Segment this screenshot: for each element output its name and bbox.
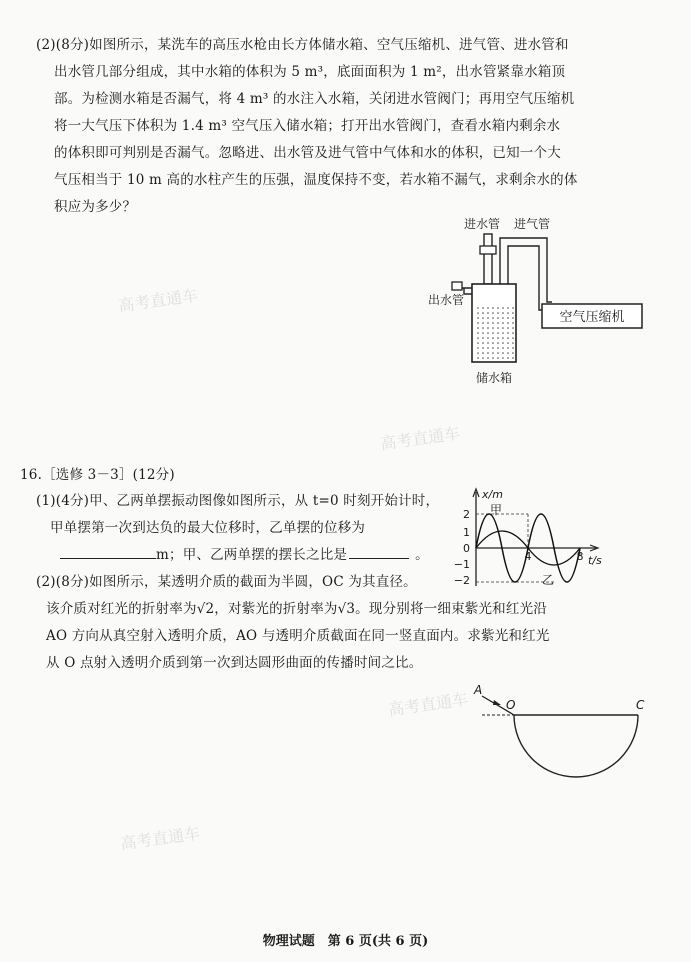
water-dot [492, 357, 494, 359]
water-dot [507, 322, 509, 324]
water-dot [512, 327, 514, 329]
water-dot [512, 342, 514, 344]
q15-2-line: 气压相当于 10 m 高的水柱产生的压强，温度保持不变，若水箱不漏气，求剩余水的体 [54, 172, 578, 188]
water-dot [507, 357, 509, 359]
water-dot [487, 337, 489, 339]
water-dot [482, 342, 484, 344]
q15-2-line: 部。为检测水箱是否漏气，将 4 m³ 的水注入水箱，关闭进水管阀门；再用空气压缩机 [54, 91, 575, 107]
water-dot [492, 352, 494, 354]
y-axis-label: x/m [482, 488, 503, 501]
y-tick-label: −2 [453, 574, 470, 587]
water-dot [477, 312, 479, 314]
semicircle-diagram [468, 680, 658, 790]
q15-2-line: 出水管几部分组成，其中水箱的体积为 5 m³，底面面积为 1 m²，出水管紧靠水箱顶 [54, 64, 566, 80]
water-dot [487, 357, 489, 359]
watermark: 高考直通车 [387, 689, 470, 720]
water-dot [492, 312, 494, 314]
label-jia: 甲 [490, 503, 503, 517]
water-dot [482, 317, 484, 319]
water-dot [477, 337, 479, 339]
water-dot [512, 347, 514, 349]
water-dot [477, 352, 479, 354]
water-tank-diagram [412, 212, 652, 392]
water-dot [507, 342, 509, 344]
x-axis-label: t/s [588, 554, 602, 567]
water-dot [497, 342, 499, 344]
watermark: 高考直通车 [379, 423, 462, 454]
water-dot [507, 327, 509, 329]
water-dot [487, 307, 489, 309]
label-A: A [474, 683, 483, 697]
water-dot [477, 327, 479, 329]
water-dot [502, 317, 504, 319]
compressor-label: 空气压缩机 [559, 310, 625, 325]
water-dot [477, 307, 479, 309]
q16-p2-line: 该介质对红光的折射率为√2，对紫光的折射率为√3。现分别将一细束紫光和红光沿 [46, 601, 547, 617]
page-footer: 物理试题 第 6 页(共 6 页) [262, 934, 429, 949]
q16-p1-text: 。 [415, 547, 429, 563]
y-tick-label: 0 [463, 542, 470, 555]
water-dot [477, 317, 479, 319]
water-dot [482, 352, 484, 354]
tank-label: 储水箱 [475, 371, 513, 385]
answer-blank[interactable] [349, 544, 409, 559]
water-dot [507, 317, 509, 319]
q16-header: 16.［选修 3－3］(12分) [20, 467, 175, 483]
water-dot [512, 337, 514, 339]
water-dot [482, 322, 484, 324]
inlet-pipe [484, 234, 492, 284]
q16-p1-line: 甲单摆第一次到达负的最大位移时，乙单摆的位移为 [50, 520, 366, 536]
label-C: C [636, 698, 645, 712]
water-dot [482, 332, 484, 334]
water-dot [487, 327, 489, 329]
oscillation-graph [448, 484, 608, 596]
watermark: 高考直通车 [119, 823, 202, 854]
water-dot [497, 327, 499, 329]
water-dot [492, 317, 494, 319]
water-dot [497, 337, 499, 339]
water-dot [482, 307, 484, 309]
water-dot [477, 347, 479, 349]
water-dot [502, 312, 504, 314]
inlet-valve [480, 246, 496, 254]
water-dot [482, 347, 484, 349]
water-dot [487, 322, 489, 324]
water-dot [477, 342, 479, 344]
water-dot [497, 312, 499, 314]
water-dot [502, 342, 504, 344]
watermark: 高考直通车 [117, 285, 200, 316]
water-dot [482, 312, 484, 314]
water-dot [477, 322, 479, 324]
water-dot [507, 307, 509, 309]
label-O: O [506, 698, 516, 712]
water-dot [502, 357, 504, 359]
water-dot [512, 352, 514, 354]
water-dot [497, 357, 499, 359]
water-dot [507, 337, 509, 339]
water-dot [502, 307, 504, 309]
q16-p2-line: 从 O 点射入透明介质到第一次到达圆形曲面的传播时间之比。 [46, 655, 423, 671]
water-dot [492, 347, 494, 349]
water-dot [512, 332, 514, 334]
water-dot [477, 357, 479, 359]
q16-part1 [36, 488, 456, 596]
water-dot [502, 322, 504, 324]
outlet-valve [452, 282, 462, 290]
water-dot [497, 307, 499, 309]
q15-2-line: 将一大气压下体积为 1.4 m³ 空气压入储水箱；打开出水管阀门，查看水箱内剩余水 [54, 118, 561, 134]
water-dot [482, 337, 484, 339]
q15-2-line: 的体积即可判别是否漏气。忽略进、出水管及进气管中气体和水的体积，已知一个大 [54, 145, 561, 161]
q16-part2 [36, 596, 676, 677]
water-dot [497, 322, 499, 324]
y-tick-label: −1 [453, 558, 470, 571]
water-dot [512, 307, 514, 309]
q16-p1-line [36, 542, 456, 569]
water-dot [497, 332, 499, 334]
water-dot [492, 307, 494, 309]
outlet-label: 出水管 [427, 293, 465, 307]
water-dot [497, 347, 499, 349]
air-inlet-label: 进气管 [513, 217, 551, 231]
water-dot [512, 312, 514, 314]
q16-p2-line: AO 方向从真空射入透明介质，AO 与透明介质截面在同一竖直面内。求紫光和红光 [46, 628, 550, 644]
water-dot [512, 357, 514, 359]
water-dot [497, 317, 499, 319]
x-tick-label: 4 [524, 550, 532, 563]
water-dot [482, 357, 484, 359]
y-tick-label: 2 [463, 508, 470, 521]
water-dot [487, 352, 489, 354]
q15-2-line: 积应为多少？ [54, 199, 137, 215]
water-dot [502, 337, 504, 339]
water-dot [492, 322, 494, 324]
answer-blank[interactable] [60, 544, 156, 559]
water-dot [477, 332, 479, 334]
semicircle-arc [514, 715, 638, 777]
water-dot [487, 342, 489, 344]
y-tick-label: 1 [463, 526, 470, 539]
water-dot [482, 327, 484, 329]
q16-p2-line: (2)(8分)如图所示，某透明介质的截面为半圆，OC 为其直径。 [36, 574, 417, 590]
water-dot [487, 347, 489, 349]
x-tick-label: 8 [576, 550, 584, 563]
water-dot [497, 352, 499, 354]
water-dot [492, 342, 494, 344]
water-dot [487, 312, 489, 314]
water-dot [487, 332, 489, 334]
ray-arrow [493, 700, 501, 705]
water-dot [502, 347, 504, 349]
water-dot [502, 332, 504, 334]
water-dot [507, 347, 509, 349]
water-dot [487, 317, 489, 319]
q16-p1-text: m；甲、乙两单摆的摆长之比是 [156, 547, 348, 563]
water-dot [507, 312, 509, 314]
water-dot [502, 327, 504, 329]
water-dot [507, 352, 509, 354]
q16-p1-line: (1)(4分)甲、乙两单摆振动图像如图所示，从 t=0 时刻开始计时， [36, 493, 440, 509]
inlet-label: 进水管 [463, 217, 501, 231]
water-dot [512, 322, 514, 324]
water-dot [512, 317, 514, 319]
q15-2-line: (2)(8分)如图所示，某洗车的高压水枪由长方体储水箱、空气压缩机、进气管、进水管和 [36, 37, 569, 53]
water-dot [492, 327, 494, 329]
q15-2-text [36, 32, 666, 221]
water-dot [507, 332, 509, 334]
water-dot [492, 337, 494, 339]
label-yi: 乙 [542, 573, 555, 587]
water-dot [492, 332, 494, 334]
water-dot [502, 352, 504, 354]
